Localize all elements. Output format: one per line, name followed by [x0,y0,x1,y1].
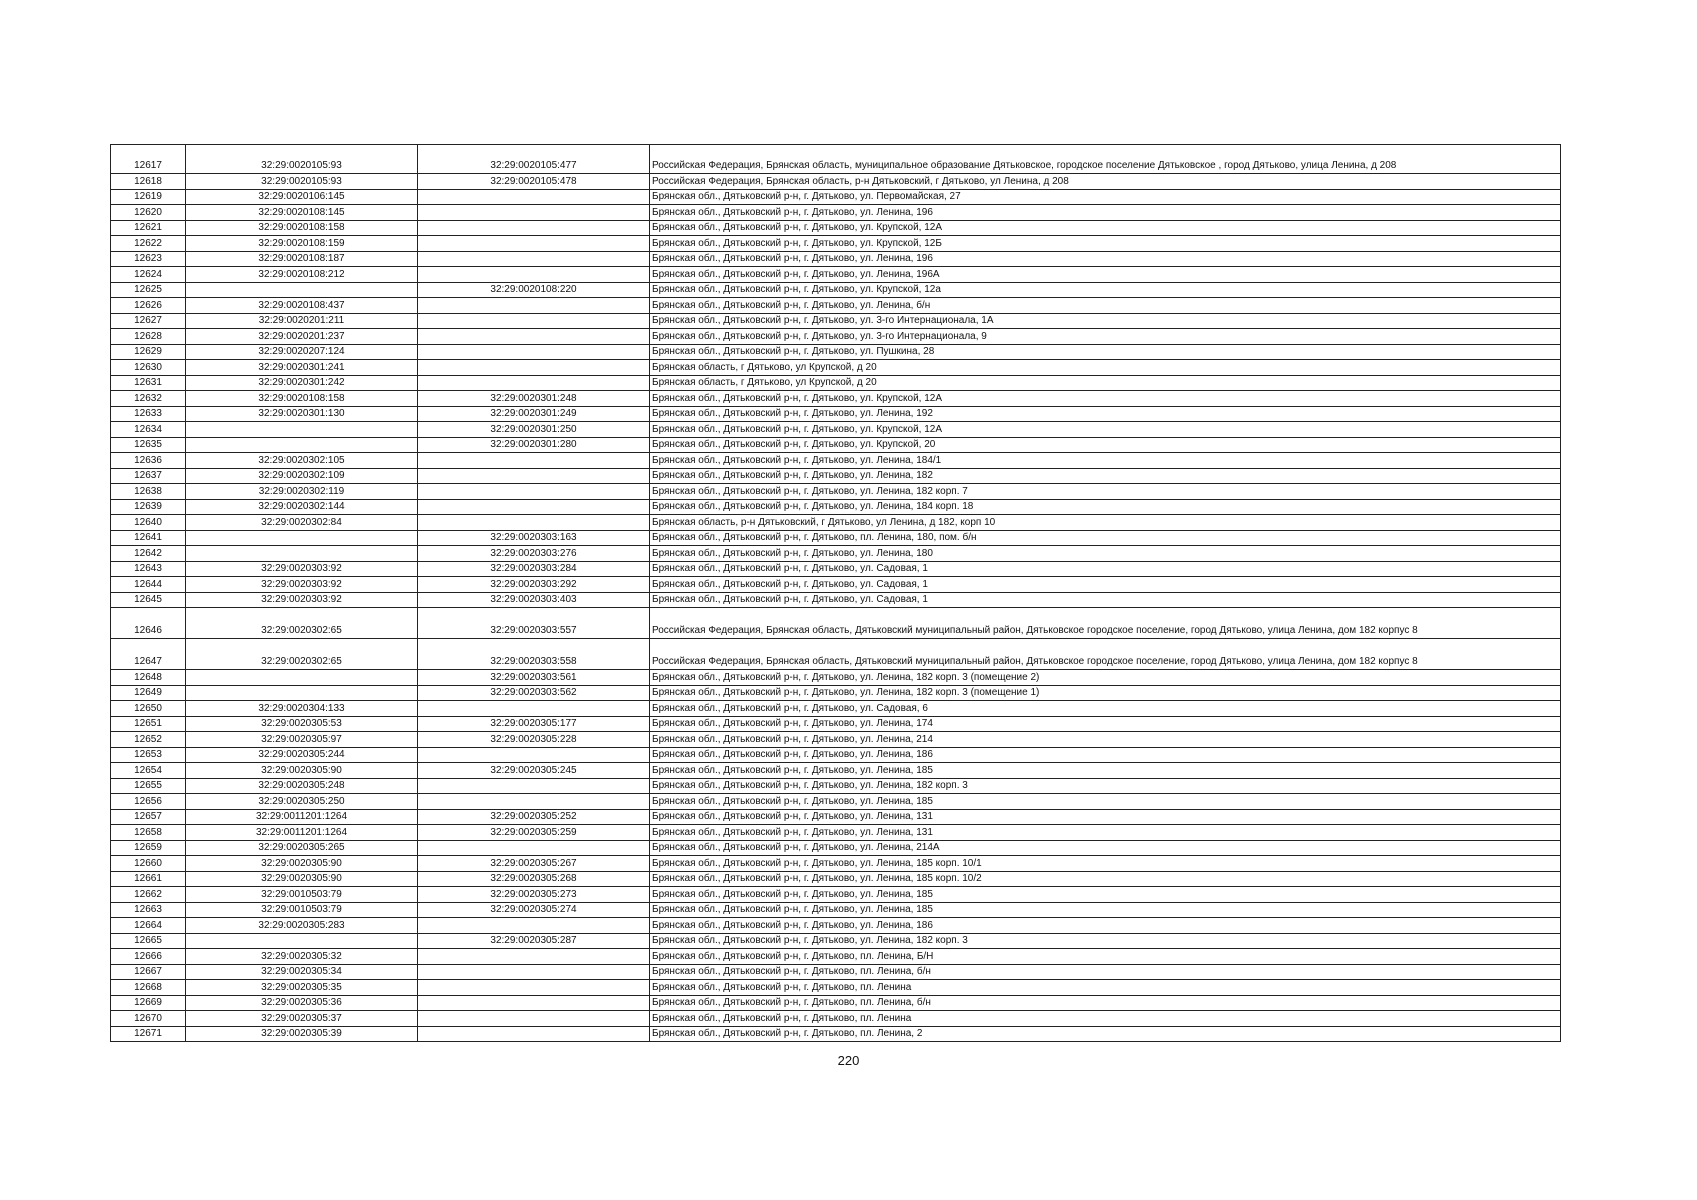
address-cell: Брянская обл., Дятьковский р-н, г. Дятьково, ул. Ленина, 174 [650,716,1561,732]
address-cell: Брянская обл., Дятьковский р-н, г. Дятьково, ул. Садовая, 6 [650,701,1561,717]
cadastral-number-cell: 32:29:0020108:187 [186,251,418,267]
address-cell: Брянская обл., Дятьковский р-н, г. Дятьково, ул. Крупской, 12А [650,220,1561,236]
cadastral-number-cell [186,437,418,453]
object-cadastral-number-cell [418,794,650,810]
row-number-cell: 12657 [111,809,186,825]
address-cell: Российская Федерация, Брянская область, Дятьковский муниципальный район, Дятьковское городское поселение, город Дятьково, улица Ленина, дом 182 корпус 8 [650,639,1561,670]
cadastral-number-cell: 32:29:0011201:1264 [186,809,418,825]
row-number-cell: 12652 [111,732,186,748]
address-cell: Брянская обл., Дятьковский р-н, г. Дятьково, ул. Пушкина, 28 [650,344,1561,360]
cadastral-number-cell: 32:29:0020305:37 [186,1011,418,1027]
cadastral-number-cell: 32:29:0020305:248 [186,778,418,794]
address-cell: Брянская обл., Дятьковский р-н, г. Дятьково, ул. Ленина, 192 [650,406,1561,422]
address-cell: Брянская обл., Дятьковский р-н, г. Дятьково, ул. Ленина, 182 корп. 3 (помещение 1) [650,685,1561,701]
cadastral-number-cell: 32:29:0020305:90 [186,856,418,872]
table-row [111,670,1561,686]
cadastral-number-cell [186,422,418,438]
cadastral-number-cell: 32:29:0020108:212 [186,267,418,283]
row-number-cell: 12650 [111,701,186,717]
object-cadastral-number-cell: 32:29:0020305:177 [418,716,650,732]
object-cadastral-number-cell: 32:29:0020301:248 [418,391,650,407]
object-cadastral-number-cell [418,251,650,267]
address-cell: Брянская область, р-н Дятьковский, г Дятьково, ул Ленина, д 182, корп 10 [650,515,1561,531]
cadastral-number-cell [186,282,418,298]
object-cadastral-number-cell [418,360,650,376]
cadastral-number-cell: 32:29:0020302:65 [186,608,418,639]
address-cell: Брянская обл., Дятьковский р-н, г. Дятьково, ул. Ленина, 185 [650,794,1561,810]
table-row [111,329,1561,345]
row-number-cell: 12644 [111,577,186,593]
address-cell: Брянская обл., Дятьковский р-н, г. Дятьково, ул. Ленина, 182 корп. 3 (помещение 2) [650,670,1561,686]
table-row [111,1026,1561,1042]
row-number-cell: 12666 [111,949,186,965]
table-row [111,840,1561,856]
address-cell: Брянская обл., Дятьковский р-н, г. Дятьково, ул. Ленина, 196А [650,267,1561,283]
row-number-cell: 12626 [111,298,186,314]
object-cadastral-number-cell: 32:29:0020105:477 [418,145,650,174]
object-cadastral-number-cell: 32:29:0020303:276 [418,546,650,562]
cadastral-number-cell [186,546,418,562]
object-cadastral-number-cell [418,1026,650,1042]
object-cadastral-number-cell [418,313,650,329]
address-cell: Брянская обл., Дятьковский р-н, г. Дятьково, ул. Ленина, 182 корп. 3 [650,933,1561,949]
table-row [111,499,1561,515]
table-row [111,546,1561,562]
address-cell: Брянская обл., Дятьковский р-н, г. Дятьково, ул. Ленина, 186 [650,747,1561,763]
cadastral-number-cell: 32:29:0020108:159 [186,236,418,252]
table-row [111,639,1561,670]
object-cadastral-number-cell [418,918,650,934]
registry-table [110,144,1561,1042]
table-row [111,298,1561,314]
row-number-cell: 12619 [111,189,186,205]
cadastral-number-cell: 32:29:0020305:36 [186,995,418,1011]
row-number-cell: 12665 [111,933,186,949]
object-cadastral-number-cell: 32:29:0020305:259 [418,825,650,841]
object-cadastral-number-cell: 32:29:0020303:292 [418,577,650,593]
object-cadastral-number-cell [418,515,650,531]
table-row [111,453,1561,469]
row-number-cell: 12659 [111,840,186,856]
table-row [111,701,1561,717]
cadastral-number-cell: 32:29:0020201:211 [186,313,418,329]
table-row [111,174,1561,190]
address-cell: Брянская обл., Дятьковский р-н, г. Дятьково, ул. Ленина, 214А [650,840,1561,856]
row-number-cell: 12637 [111,468,186,484]
object-cadastral-number-cell [418,949,650,965]
table-row [111,856,1561,872]
cadastral-number-cell: 32:29:0020305:90 [186,871,418,887]
table-row [111,809,1561,825]
address-cell: Брянская обл., Дятьковский р-н, г. Дятьково, ул. Ленина, 185 [650,887,1561,903]
address-cell: Брянская обл., Дятьковский р-н, г. Дятьково, пл. Ленина, 2 [650,1026,1561,1042]
row-number-cell: 12651 [111,716,186,732]
cadastral-number-cell [186,670,418,686]
cadastral-number-cell: 32:29:0020301:241 [186,360,418,376]
cadastral-number-cell: 32:29:0020305:244 [186,747,418,763]
address-cell: Брянская обл., Дятьковский р-н, г. Дятьково, ул. Ленина, 182 корп. 7 [650,484,1561,500]
table-row [111,313,1561,329]
object-cadastral-number-cell [418,1011,650,1027]
row-number-cell: 12634 [111,422,186,438]
object-cadastral-number-cell [418,468,650,484]
cadastral-number-cell: 32:29:0010503:79 [186,902,418,918]
table-row [111,794,1561,810]
object-cadastral-number-cell [418,995,650,1011]
row-number-cell: 12668 [111,980,186,996]
cadastral-number-cell: 32:29:0020201:237 [186,329,418,345]
object-cadastral-number-cell: 32:29:0020108:220 [418,282,650,298]
table-row [111,592,1561,608]
table-row [111,716,1561,732]
table-row [111,778,1561,794]
address-cell: Брянская обл., Дятьковский р-н, г. Дятьково, ул. Крупской, 12А [650,391,1561,407]
cadastral-number-cell: 32:29:0020305:250 [186,794,418,810]
row-number-cell: 12629 [111,344,186,360]
cadastral-number-cell: 32:29:0020303:92 [186,592,418,608]
address-cell: Брянская обл., Дятьковский р-н, г. Дятьково, ул. Ленина, 182 [650,468,1561,484]
row-number-cell: 12655 [111,778,186,794]
object-cadastral-number-cell: 32:29:0020305:273 [418,887,650,903]
address-cell: Российская Федерация, Брянская область, муниципальное образование Дятьковское, городское поселение Дятьковское , город Дятьково, улица Ленина, д 208 [650,145,1561,174]
cadastral-number-cell: 32:29:0020305:34 [186,964,418,980]
address-cell: Брянская обл., Дятьковский р-н, г. Дятьково, ул. Ленина, б/н [650,298,1561,314]
table-row [111,437,1561,453]
address-cell: Брянская обл., Дятьковский р-н, г. Дятьково, ул. Первомайская, 27 [650,189,1561,205]
object-cadastral-number-cell: 32:29:0020305:245 [418,763,650,779]
cadastral-number-cell: 32:29:0020108:145 [186,205,418,221]
row-number-cell: 12663 [111,902,186,918]
address-cell: Брянская обл., Дятьковский р-н, г. Дятьково, ул. Ленина, 131 [650,809,1561,825]
object-cadastral-number-cell: 32:29:0020301:280 [418,437,650,453]
cadastral-number-cell: 32:29:0020302:105 [186,453,418,469]
row-number-cell: 12662 [111,887,186,903]
address-cell: Брянская обл., Дятьковский р-н, г. Дятьково, ул. 3-го Интернационала, 9 [650,329,1561,345]
row-number-cell: 12627 [111,313,186,329]
cadastral-number-cell: 32:29:0020304:133 [186,701,418,717]
address-cell: Брянская обл., Дятьковский р-н, г. Дятьково, ул. Садовая, 1 [650,561,1561,577]
object-cadastral-number-cell: 32:29:0020305:267 [418,856,650,872]
table-row [111,251,1561,267]
registry-table-body [111,145,1561,1042]
row-number-cell: 12643 [111,561,186,577]
cadastral-number-cell: 32:29:0020302:84 [186,515,418,531]
address-cell: Брянская обл., Дятьковский р-н, г. Дятьково, ул. Ленина, 186 [650,918,1561,934]
address-cell: Брянская обл., Дятьковский р-н, г. Дятьково, ул. Ленина, 182 корп. 3 [650,778,1561,794]
address-cell: Брянская обл., Дятьковский р-н, г. Дятьково, ул. Ленина, 131 [650,825,1561,841]
address-cell: Брянская обл., Дятьковский р-н, г. Дятьково, пл. Ленина [650,1011,1561,1027]
cadastral-number-cell: 32:29:0020305:39 [186,1026,418,1042]
object-cadastral-number-cell: 32:29:0020303:557 [418,608,650,639]
row-number-cell: 12620 [111,205,186,221]
object-cadastral-number-cell: 32:29:0020305:252 [418,809,650,825]
address-cell: Брянская область, г Дятьково, ул Крупской, д 20 [650,360,1561,376]
table-row [111,871,1561,887]
cadastral-number-cell: 32:29:0020207:124 [186,344,418,360]
row-number-cell: 12621 [111,220,186,236]
address-cell: Брянская обл., Дятьковский р-н, г. Дятьково, ул. Ленина, 196 [650,251,1561,267]
table-row [111,918,1561,934]
cadastral-number-cell [186,685,418,701]
cadastral-number-cell: 32:29:0020105:93 [186,145,418,174]
table-row [111,732,1561,748]
address-cell: Брянская обл., Дятьковский р-н, г. Дятьково, ул. Крупской, 12а [650,282,1561,298]
address-cell: Брянская обл., Дятьковский р-н, г. Дятьково, ул. Ленина, 185 корп. 10/2 [650,871,1561,887]
address-cell: Брянская обл., Дятьковский р-н, г. Дятьково, пл. Ленина, б/н [650,964,1561,980]
object-cadastral-number-cell [418,344,650,360]
row-number-cell: 12623 [111,251,186,267]
object-cadastral-number-cell: 32:29:0020303:561 [418,670,650,686]
row-number-cell: 12635 [111,437,186,453]
object-cadastral-number-cell: 32:29:0020305:274 [418,902,650,918]
cadastral-number-cell: 32:29:0020108:158 [186,220,418,236]
object-cadastral-number-cell [418,499,650,515]
table-row [111,468,1561,484]
table-row [111,561,1561,577]
object-cadastral-number-cell [418,267,650,283]
row-number-cell: 12658 [111,825,186,841]
cadastral-number-cell: 32:29:0020303:92 [186,561,418,577]
row-number-cell: 12642 [111,546,186,562]
object-cadastral-number-cell [418,747,650,763]
address-cell: Брянская обл., Дятьковский р-н, г. Дятьково, ул. Ленина, 185 корп. 10/1 [650,856,1561,872]
row-number-cell: 12632 [111,391,186,407]
table-row [111,980,1561,996]
cadastral-number-cell: 32:29:0020305:35 [186,980,418,996]
address-cell: Российская Федерация, Брянская область, Дятьковский муниципальный район, Дятьковское городское поселение, город Дятьково, улица Ленина, дом 182 корпус 8 [650,608,1561,639]
table-row [111,530,1561,546]
row-number-cell: 12640 [111,515,186,531]
address-cell: Брянская обл., Дятьковский р-н, г. Дятьково, пл. Ленина, Б/Н [650,949,1561,965]
cadastral-number-cell: 32:29:0020302:119 [186,484,418,500]
table-row [111,887,1561,903]
address-cell: Брянская обл., Дятьковский р-н, г. Дятьково, ул. Крупской, 12А [650,422,1561,438]
table-row [111,515,1561,531]
cadastral-number-cell [186,933,418,949]
table-row [111,1011,1561,1027]
row-number-cell: 12670 [111,1011,186,1027]
row-number-cell: 12646 [111,608,186,639]
cadastral-number-cell: 32:29:0020301:130 [186,406,418,422]
object-cadastral-number-cell [418,453,650,469]
row-number-cell: 12636 [111,453,186,469]
object-cadastral-number-cell: 32:29:0020303:284 [418,561,650,577]
object-cadastral-number-cell: 32:29:0020105:478 [418,174,650,190]
object-cadastral-number-cell [418,778,650,794]
table-row [111,825,1561,841]
table-row [111,375,1561,391]
address-cell: Брянская обл., Дятьковский р-н, г. Дятьково, ул. Садовая, 1 [650,577,1561,593]
address-cell: Брянская обл., Дятьковский р-н, г. Дятьково, ул. Ленина, 214 [650,732,1561,748]
object-cadastral-number-cell [418,701,650,717]
cadastral-number-cell: 32:29:0020105:93 [186,174,418,190]
table-row [111,145,1561,174]
cadastral-number-cell: 32:29:0020305:265 [186,840,418,856]
table-row [111,484,1561,500]
cadastral-number-cell: 32:29:0011201:1264 [186,825,418,841]
row-number-cell: 12617 [111,145,186,174]
cadastral-number-cell: 32:29:0020305:283 [186,918,418,934]
row-number-cell: 12649 [111,685,186,701]
cadastral-number-cell: 32:29:0020302:65 [186,639,418,670]
table-row [111,360,1561,376]
row-number-cell: 12654 [111,763,186,779]
cadastral-number-cell: 32:29:0020106:145 [186,189,418,205]
row-number-cell: 12647 [111,639,186,670]
object-cadastral-number-cell [418,220,650,236]
cadastral-number-cell: 32:29:0020108:437 [186,298,418,314]
row-number-cell: 12660 [111,856,186,872]
address-cell: Брянская обл., Дятьковский р-н, г. Дятьково, пл. Ленина, 180, пом. б/н [650,530,1561,546]
table-row [111,949,1561,965]
address-cell: Брянская обл., Дятьковский р-н, г. Дятьково, ул. Ленина, 196 [650,205,1561,221]
row-number-cell: 12671 [111,1026,186,1042]
row-number-cell: 12667 [111,964,186,980]
table-row [111,282,1561,298]
address-cell: Брянская обл., Дятьковский р-н, г. Дятьково, ул. Садовая, 1 [650,592,1561,608]
table-row [111,933,1561,949]
object-cadastral-number-cell [418,840,650,856]
cadastral-number-cell: 32:29:0020305:53 [186,716,418,732]
table-row [111,964,1561,980]
address-cell: Брянская обл., Дятьковский р-н, г. Дятьково, ул. Ленина, 185 [650,763,1561,779]
address-cell: Брянская обл., Дятьковский р-н, г. Дятьково, ул. Ленина, 184 корп. 18 [650,499,1561,515]
row-number-cell: 12630 [111,360,186,376]
row-number-cell: 12625 [111,282,186,298]
table-row [111,763,1561,779]
row-number-cell: 12645 [111,592,186,608]
table-row [111,685,1561,701]
table-row [111,422,1561,438]
table-row [111,189,1561,205]
row-number-cell: 12633 [111,406,186,422]
address-cell: Брянская обл., Дятьковский р-н, г. Дятьково, ул. Ленина, 185 [650,902,1561,918]
table-row [111,902,1561,918]
address-cell: Брянская обл., Дятьковский р-н, г. Дятьково, ул. Крупской, 20 [650,437,1561,453]
object-cadastral-number-cell [418,236,650,252]
row-number-cell: 12628 [111,329,186,345]
cadastral-number-cell: 32:29:0020305:90 [186,763,418,779]
table-row [111,267,1561,283]
row-number-cell: 12653 [111,747,186,763]
cadastral-number-cell: 32:29:0010503:79 [186,887,418,903]
address-cell: Брянская обл., Дятьковский р-н, г. Дятьково, пл. Ленина [650,980,1561,996]
object-cadastral-number-cell [418,484,650,500]
cadastral-number-cell: 32:29:0020305:97 [186,732,418,748]
address-cell: Российская Федерация, Брянская область, р-н Дятьковский, г Дятьково, ул Ленина, д 208 [650,174,1561,190]
row-number-cell: 12648 [111,670,186,686]
object-cadastral-number-cell: 32:29:0020305:287 [418,933,650,949]
object-cadastral-number-cell [418,298,650,314]
address-cell: Брянская обл., Дятьковский р-н, г. Дятьково, пл. Ленина, б/н [650,995,1561,1011]
row-number-cell: 12656 [111,794,186,810]
row-number-cell: 12664 [111,918,186,934]
row-number-cell: 12638 [111,484,186,500]
table-row [111,406,1561,422]
object-cadastral-number-cell [418,980,650,996]
row-number-cell: 12618 [111,174,186,190]
object-cadastral-number-cell: 32:29:0020303:562 [418,685,650,701]
object-cadastral-number-cell: 32:29:0020305:268 [418,871,650,887]
object-cadastral-number-cell: 32:29:0020305:228 [418,732,650,748]
table-row [111,236,1561,252]
table-row [111,391,1561,407]
page-number: 220 [837,1053,860,1068]
table-row [111,608,1561,639]
row-number-cell: 12661 [111,871,186,887]
object-cadastral-number-cell [418,205,650,221]
object-cadastral-number-cell [418,189,650,205]
table-row [111,995,1561,1011]
address-cell: Брянская обл., Дятьковский р-н, г. Дятьково, ул. Крупской, 12Б [650,236,1561,252]
cadastral-number-cell: 32:29:0020305:32 [186,949,418,965]
table-row [111,577,1561,593]
row-number-cell: 12624 [111,267,186,283]
cadastral-number-cell: 32:29:0020301:242 [186,375,418,391]
table-row [111,344,1561,360]
address-cell: Брянская обл., Дятьковский р-н, г. Дятьково, ул. Ленина, 180 [650,546,1561,562]
row-number-cell: 12639 [111,499,186,515]
cadastral-number-cell [186,530,418,546]
table-row [111,747,1561,763]
cadastral-number-cell: 32:29:0020108:158 [186,391,418,407]
cadastral-number-cell: 32:29:0020302:144 [186,499,418,515]
address-cell: Брянская обл., Дятьковский р-н, г. Дятьково, ул. 3-го Интернационала, 1А [650,313,1561,329]
cadastral-number-cell: 32:29:0020303:92 [186,577,418,593]
row-number-cell: 12631 [111,375,186,391]
object-cadastral-number-cell [418,964,650,980]
row-number-cell: 12622 [111,236,186,252]
cadastral-number-cell: 32:29:0020302:109 [186,468,418,484]
row-number-cell: 12669 [111,995,186,1011]
object-cadastral-number-cell [418,375,650,391]
object-cadastral-number-cell: 32:29:0020303:558 [418,639,650,670]
object-cadastral-number-cell: 32:29:0020303:403 [418,592,650,608]
address-cell: Брянская область, г Дятьково, ул Крупской, д 20 [650,375,1561,391]
address-cell: Брянская обл., Дятьковский р-н, г. Дятьково, ул. Ленина, 184/1 [650,453,1561,469]
object-cadastral-number-cell: 32:29:0020301:249 [418,406,650,422]
object-cadastral-number-cell: 32:29:0020303:163 [418,530,650,546]
row-number-cell: 12641 [111,530,186,546]
object-cadastral-number-cell: 32:29:0020301:250 [418,422,650,438]
table-row [111,205,1561,221]
object-cadastral-number-cell [418,329,650,345]
table-row [111,220,1561,236]
